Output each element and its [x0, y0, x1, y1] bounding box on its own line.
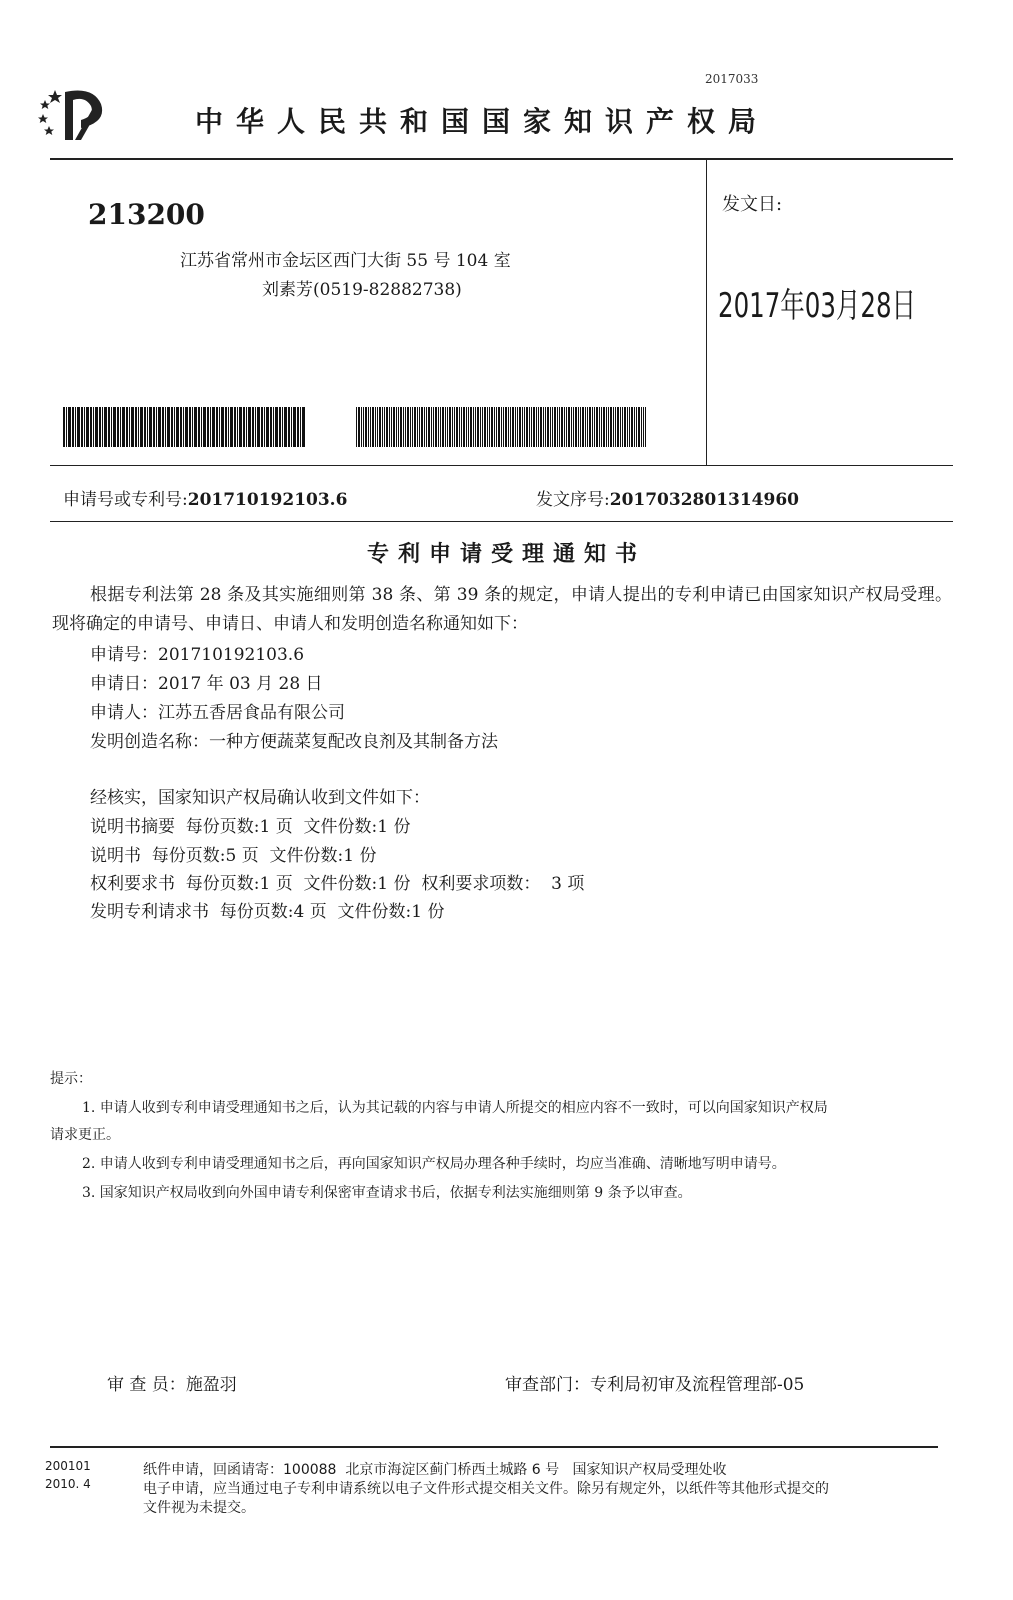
detail-applicant: 申请人：江苏五香居食品有限公司 [90, 703, 345, 723]
examiner-name: 施盈羽 [185, 1375, 237, 1395]
application-number-label: 申请号或专利号: [63, 490, 188, 510]
barcode-left [63, 407, 305, 447]
number-row-rule [50, 521, 953, 522]
received-intro: 经核实，国家知识产权局确认收到文件如下： [90, 788, 430, 808]
recipient-contact: 刘素芳(0519-82882738) [262, 280, 462, 300]
examiner-row [107, 1370, 237, 1395]
received-claims: 权利要求书 每份页数:1 页 文件份数:1 份 权利要求项数： 3 项 [90, 874, 585, 894]
application-number-row [63, 485, 347, 510]
department-row [505, 1370, 804, 1395]
notice-title: 专利申请受理通知书 [366, 542, 646, 567]
form-version: 2010. 4 [45, 1477, 91, 1491]
serial-number: 2017032801314960 [609, 490, 799, 510]
detail-application-date: 申请日：2017 年 03 月 28 日 [90, 674, 323, 694]
tip-2: 2. 申请人收到专利申请受理通知书之后，再向国家知识产权局办理各种手续时，均应当准确、清晰地写明申请号。 [82, 1156, 786, 1172]
cnipa-logo-icon [35, 78, 117, 148]
footer-electronic-instructions: 电子申请，应当通过电子专利申请系统以电子文件形式提交相关文件。除另有规定外，以纸件等其他形式提交的 [143, 1481, 829, 1497]
issue-column-divider [706, 159, 707, 465]
notice-intro: 根据专利法第 28 条及其实施细则第 38 条、第 39 条的规定，申请人提出的专利申请已由国家知识产权局受理。现将确定的申请号、申请日、申请人和发明创造名称通知如下： [52, 585, 952, 634]
tips-label: 提示： [50, 1071, 92, 1087]
footer-rule [50, 1446, 938, 1448]
office-title: 中华人民共和国国家知识产权局 [195, 105, 770, 138]
received-request: 发明专利请求书 每份页数:4 页 文件份数:1 份 [90, 902, 445, 922]
form-code: 200101 [45, 1459, 91, 1473]
barcode-right [356, 407, 646, 447]
tip-1: 1. 申请人收到专利申请受理通知书之后，认为其记载的内容与申请人所提交的相应内容不一致时，可以向国家知识产权局 [82, 1100, 828, 1116]
footer-electronic-instructions-continued: 文件视为未提交。 [143, 1500, 255, 1516]
received-description: 说明书 每份页数:5 页 文件份数:1 份 [90, 846, 377, 866]
department-label: 审查部门： [505, 1375, 590, 1395]
examiner-label: 审 查 员： [107, 1375, 186, 1395]
application-number: 201710192103.6 [187, 490, 348, 510]
received-abstract: 说明书摘要 每份页数:1 页 文件份数:1 份 [90, 817, 411, 837]
recipient-address: 江苏省常州市金坛区西门大街 55 号 104 室 [180, 251, 511, 271]
header-rule [50, 158, 953, 160]
detail-invention-title: 发明创造名称：一种方便蔬菜复配改良剂及其制备方法 [90, 732, 498, 752]
address-block-rule [50, 465, 953, 466]
detail-application-number: 申请号：201710192103.6 [90, 645, 305, 665]
footer-mail-instructions: 纸件申请，回函请寄：100088 北京市海淀区蓟门桥西土城路 6 号 国家知识产权局受理处收 [143, 1462, 727, 1478]
department-name: 专利局初审及流程管理部-05 [590, 1375, 805, 1395]
postcode: 213200 [88, 198, 205, 231]
document-code: 2017033 [705, 72, 759, 86]
serial-number-row [536, 485, 799, 510]
tip-3: 3. 国家知识产权局收到向外国申请专利保密审查请求书后，依据专利法实施细则第 9 条予以审查。 [82, 1185, 692, 1201]
issue-date-stamp: 2017年03月28日 [718, 286, 917, 326]
tip-1-continued: 请求更正。 [50, 1127, 120, 1143]
serial-number-label: 发文序号: [536, 490, 610, 510]
issue-date-label: 发文日: [722, 194, 783, 215]
